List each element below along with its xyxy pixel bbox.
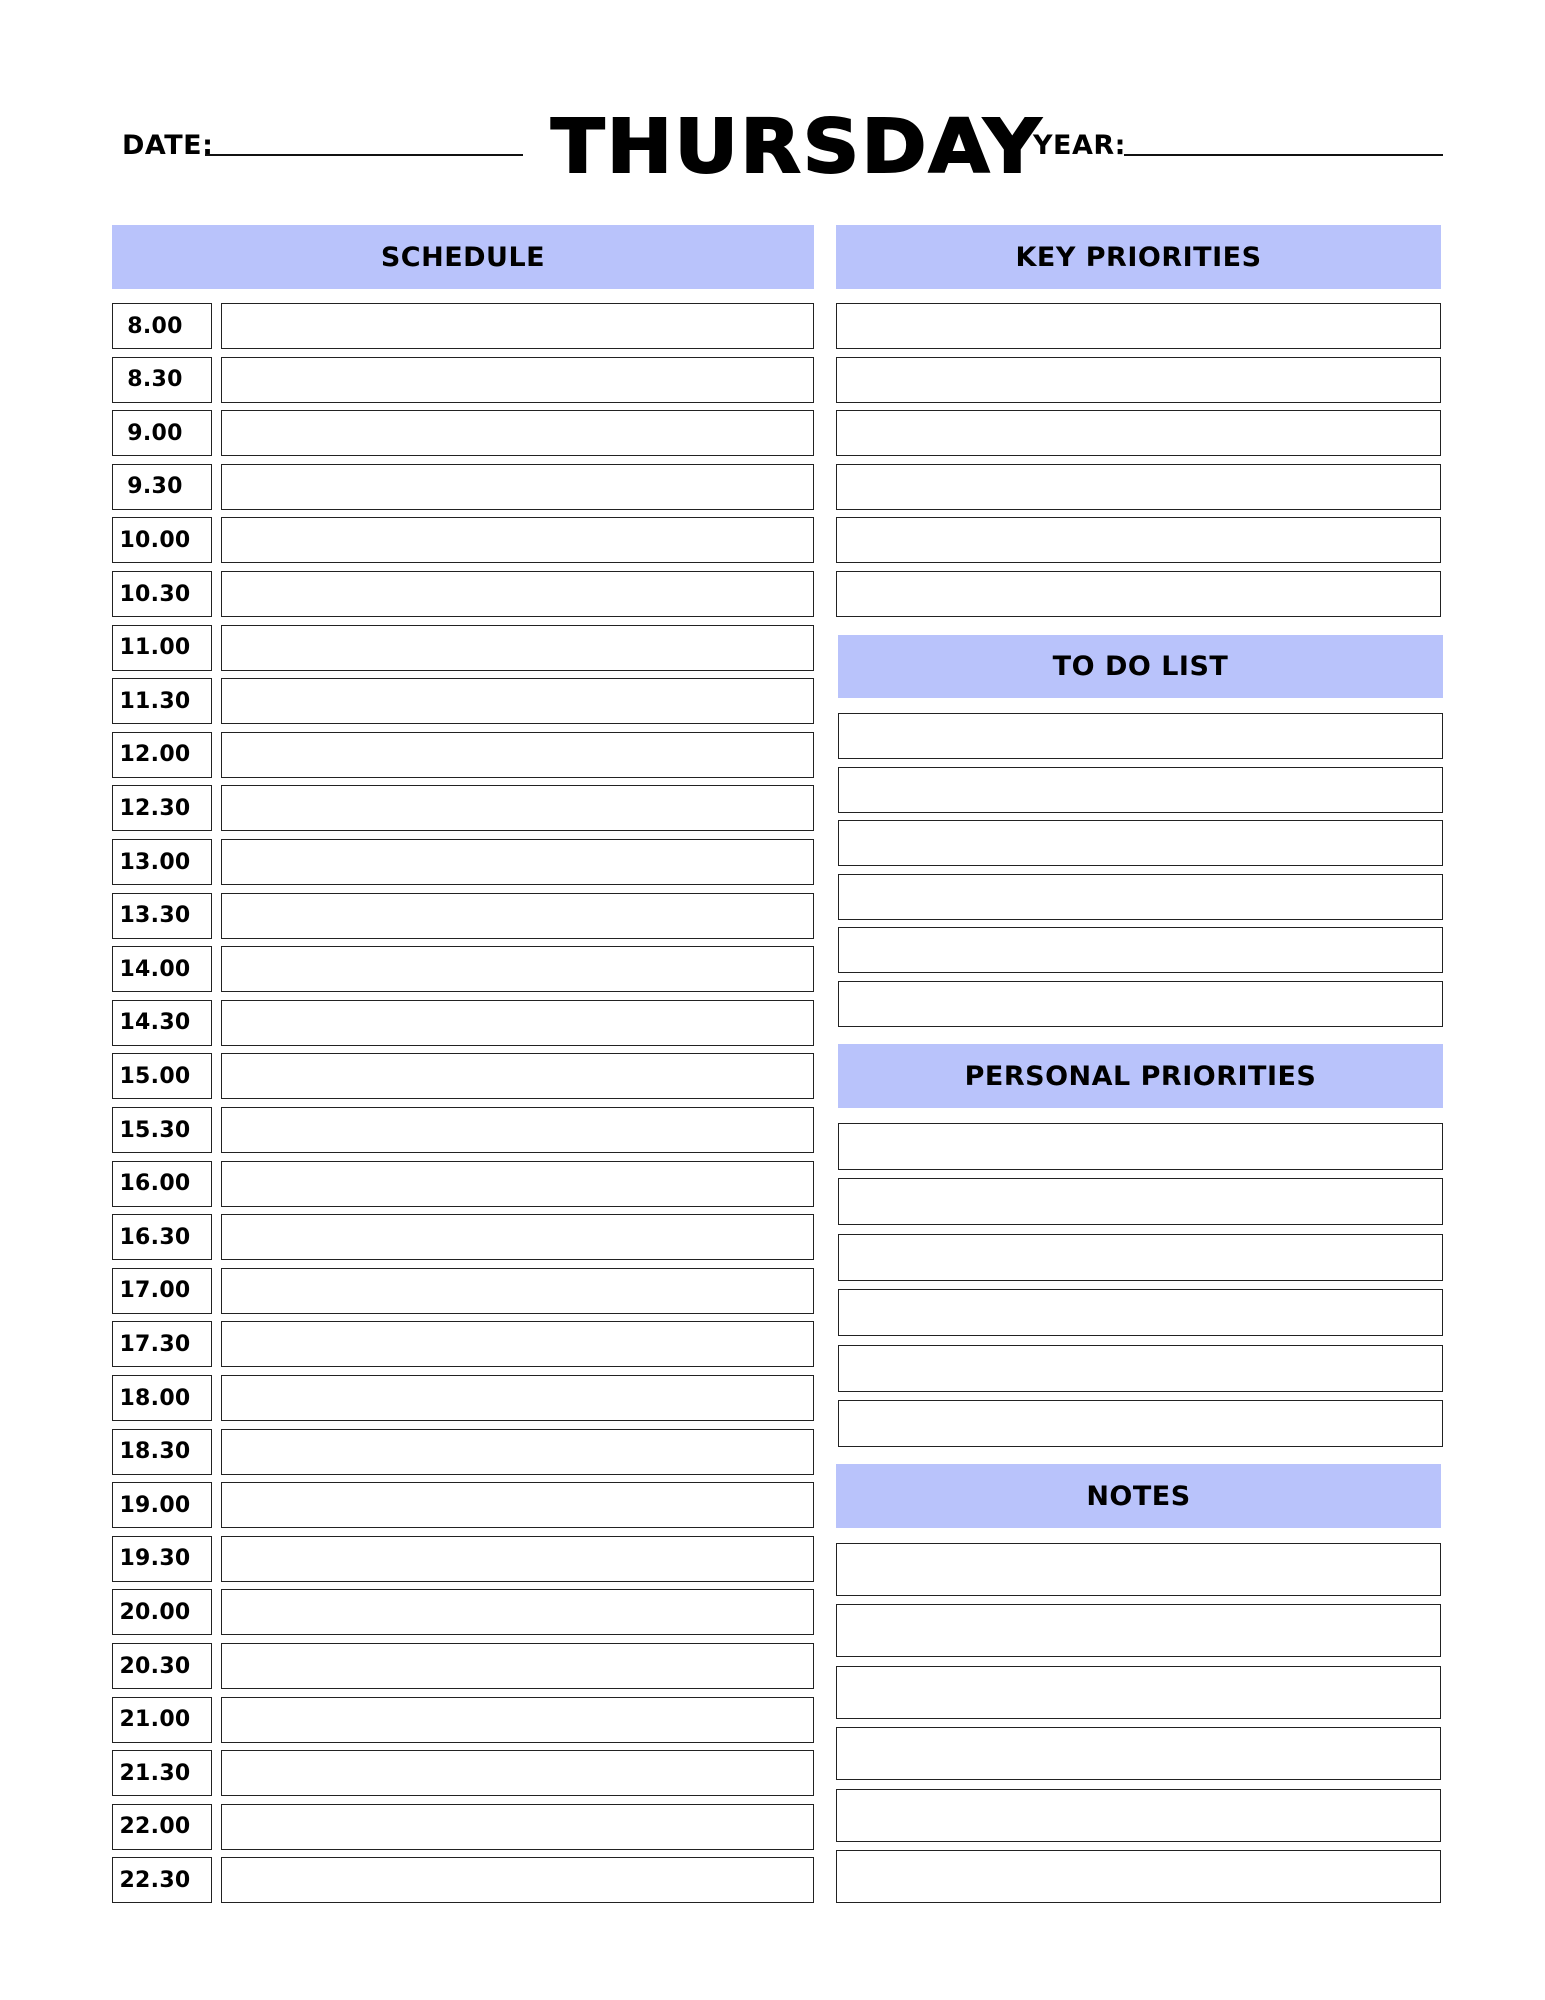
time-slot-label: 15.00 [112, 1053, 212, 1099]
key-priority-field[interactable] [836, 464, 1441, 510]
time-slot-label: 22.00 [112, 1804, 212, 1850]
schedule-entry-field[interactable] [221, 946, 814, 992]
schedule-entry-field[interactable] [221, 1804, 814, 1850]
time-slot-label: 16.30 [112, 1214, 212, 1260]
schedule-entry-field[interactable] [221, 1268, 814, 1314]
time-slot-label: 13.30 [112, 893, 212, 939]
schedule-entry-field[interactable] [221, 1857, 814, 1903]
note-field[interactable] [836, 1789, 1441, 1842]
time-slot-label: 17.30 [112, 1321, 212, 1367]
notes-title: NOTES [1086, 1480, 1191, 1512]
time-slot-label: 10.30 [112, 571, 212, 617]
note-field[interactable] [836, 1850, 1441, 1903]
schedule-entry-field[interactable] [221, 410, 814, 456]
key-priorities-title: KEY PRIORITIES [1015, 241, 1262, 273]
time-slot-label: 9.00 [112, 410, 212, 456]
personal-priorities-header [838, 1044, 1443, 1108]
time-slot-label: 18.00 [112, 1375, 212, 1421]
key-priority-field[interactable] [836, 517, 1441, 563]
time-slot-label: 14.00 [112, 946, 212, 992]
key-priority-field[interactable] [836, 571, 1441, 617]
time-slot-label: 21.00 [112, 1697, 212, 1743]
schedule-entry-field[interactable] [221, 1214, 814, 1260]
time-slot-label: 11.30 [112, 678, 212, 724]
date-label: DATE: [122, 130, 214, 161]
personal-priority-field[interactable] [838, 1123, 1443, 1170]
time-slot-label: 11.00 [112, 625, 212, 671]
time-slot-label: 14.30 [112, 1000, 212, 1046]
schedule-entry-field[interactable] [221, 1429, 814, 1475]
schedule-entry-field[interactable] [221, 571, 814, 617]
note-field[interactable] [836, 1666, 1441, 1719]
time-slot-label: 22.30 [112, 1857, 212, 1903]
schedule-entry-field[interactable] [221, 357, 814, 403]
schedule-entry-field[interactable] [221, 1697, 814, 1743]
key-priority-field[interactable] [836, 303, 1441, 349]
note-field[interactable] [836, 1727, 1441, 1780]
note-field[interactable] [836, 1543, 1441, 1596]
schedule-entry-field[interactable] [221, 1589, 814, 1635]
schedule-entry-field[interactable] [221, 1053, 814, 1099]
date-field[interactable] [205, 154, 523, 156]
schedule-entry-field[interactable] [221, 625, 814, 671]
notes-header [836, 1464, 1441, 1528]
time-slot-label: 10.00 [112, 517, 212, 563]
note-field[interactable] [836, 1604, 1441, 1657]
schedule-entry-field[interactable] [221, 1375, 814, 1421]
schedule-entry-field[interactable] [221, 464, 814, 510]
time-slot-label: 12.30 [112, 785, 212, 831]
time-slot-label: 8.30 [112, 357, 212, 403]
time-slot-label: 18.30 [112, 1429, 212, 1475]
todo-list-title: TO DO LIST [1052, 651, 1229, 682]
schedule-entry-field[interactable] [221, 893, 814, 939]
schedule-title: SCHEDULE [380, 241, 546, 273]
page-title: THURSDAY [551, 104, 1043, 190]
time-slot-label: 20.00 [112, 1589, 212, 1635]
personal-priorities-title: PERSONAL PRIORITIES [964, 1060, 1317, 1092]
todo-item-field[interactable] [838, 820, 1443, 866]
time-slot-label: 9.30 [112, 464, 212, 510]
time-slot-label: 13.00 [112, 839, 212, 885]
time-slot-label: 17.00 [112, 1268, 212, 1314]
schedule-entry-field[interactable] [221, 1321, 814, 1367]
time-slot-label: 12.00 [112, 732, 212, 778]
year-field[interactable] [1124, 154, 1443, 156]
schedule-entry-field[interactable] [221, 1161, 814, 1207]
schedule-entry-field[interactable] [221, 1107, 814, 1153]
schedule-header [112, 225, 814, 289]
time-slot-label: 19.30 [112, 1536, 212, 1582]
schedule-entry-field[interactable] [221, 1750, 814, 1796]
schedule-entry-field[interactable] [221, 1643, 814, 1689]
schedule-entry-field[interactable] [221, 678, 814, 724]
schedule-entry-field[interactable] [221, 1536, 814, 1582]
time-slot-label: 8.00 [112, 303, 212, 349]
time-slot-label: 16.00 [112, 1161, 212, 1207]
personal-priority-field[interactable] [838, 1345, 1443, 1392]
personal-priority-field[interactable] [838, 1178, 1443, 1225]
time-slot-label: 20.30 [112, 1643, 212, 1689]
key-priority-field[interactable] [836, 410, 1441, 456]
personal-priority-field[interactable] [838, 1400, 1443, 1447]
time-slot-label: 21.30 [112, 1750, 212, 1796]
todo-item-field[interactable] [838, 874, 1443, 920]
schedule-entry-field[interactable] [221, 785, 814, 831]
time-slot-label: 15.30 [112, 1107, 212, 1153]
schedule-entry-field[interactable] [221, 517, 814, 563]
time-slot-label: 19.00 [112, 1482, 212, 1528]
schedule-entry-field[interactable] [221, 839, 814, 885]
key-priority-field[interactable] [836, 357, 1441, 403]
personal-priority-field[interactable] [838, 1234, 1443, 1281]
todo-item-field[interactable] [838, 767, 1443, 813]
todo-list-header [838, 635, 1443, 698]
todo-item-field[interactable] [838, 927, 1443, 973]
key-priorities-header [836, 225, 1441, 289]
schedule-entry-field[interactable] [221, 1482, 814, 1528]
personal-priority-field[interactable] [838, 1289, 1443, 1336]
schedule-entry-field[interactable] [221, 732, 814, 778]
schedule-entry-field[interactable] [221, 1000, 814, 1046]
todo-item-field[interactable] [838, 713, 1443, 759]
todo-item-field[interactable] [838, 981, 1443, 1027]
schedule-entry-field[interactable] [221, 303, 814, 349]
year-label: YEAR: [1033, 130, 1126, 161]
